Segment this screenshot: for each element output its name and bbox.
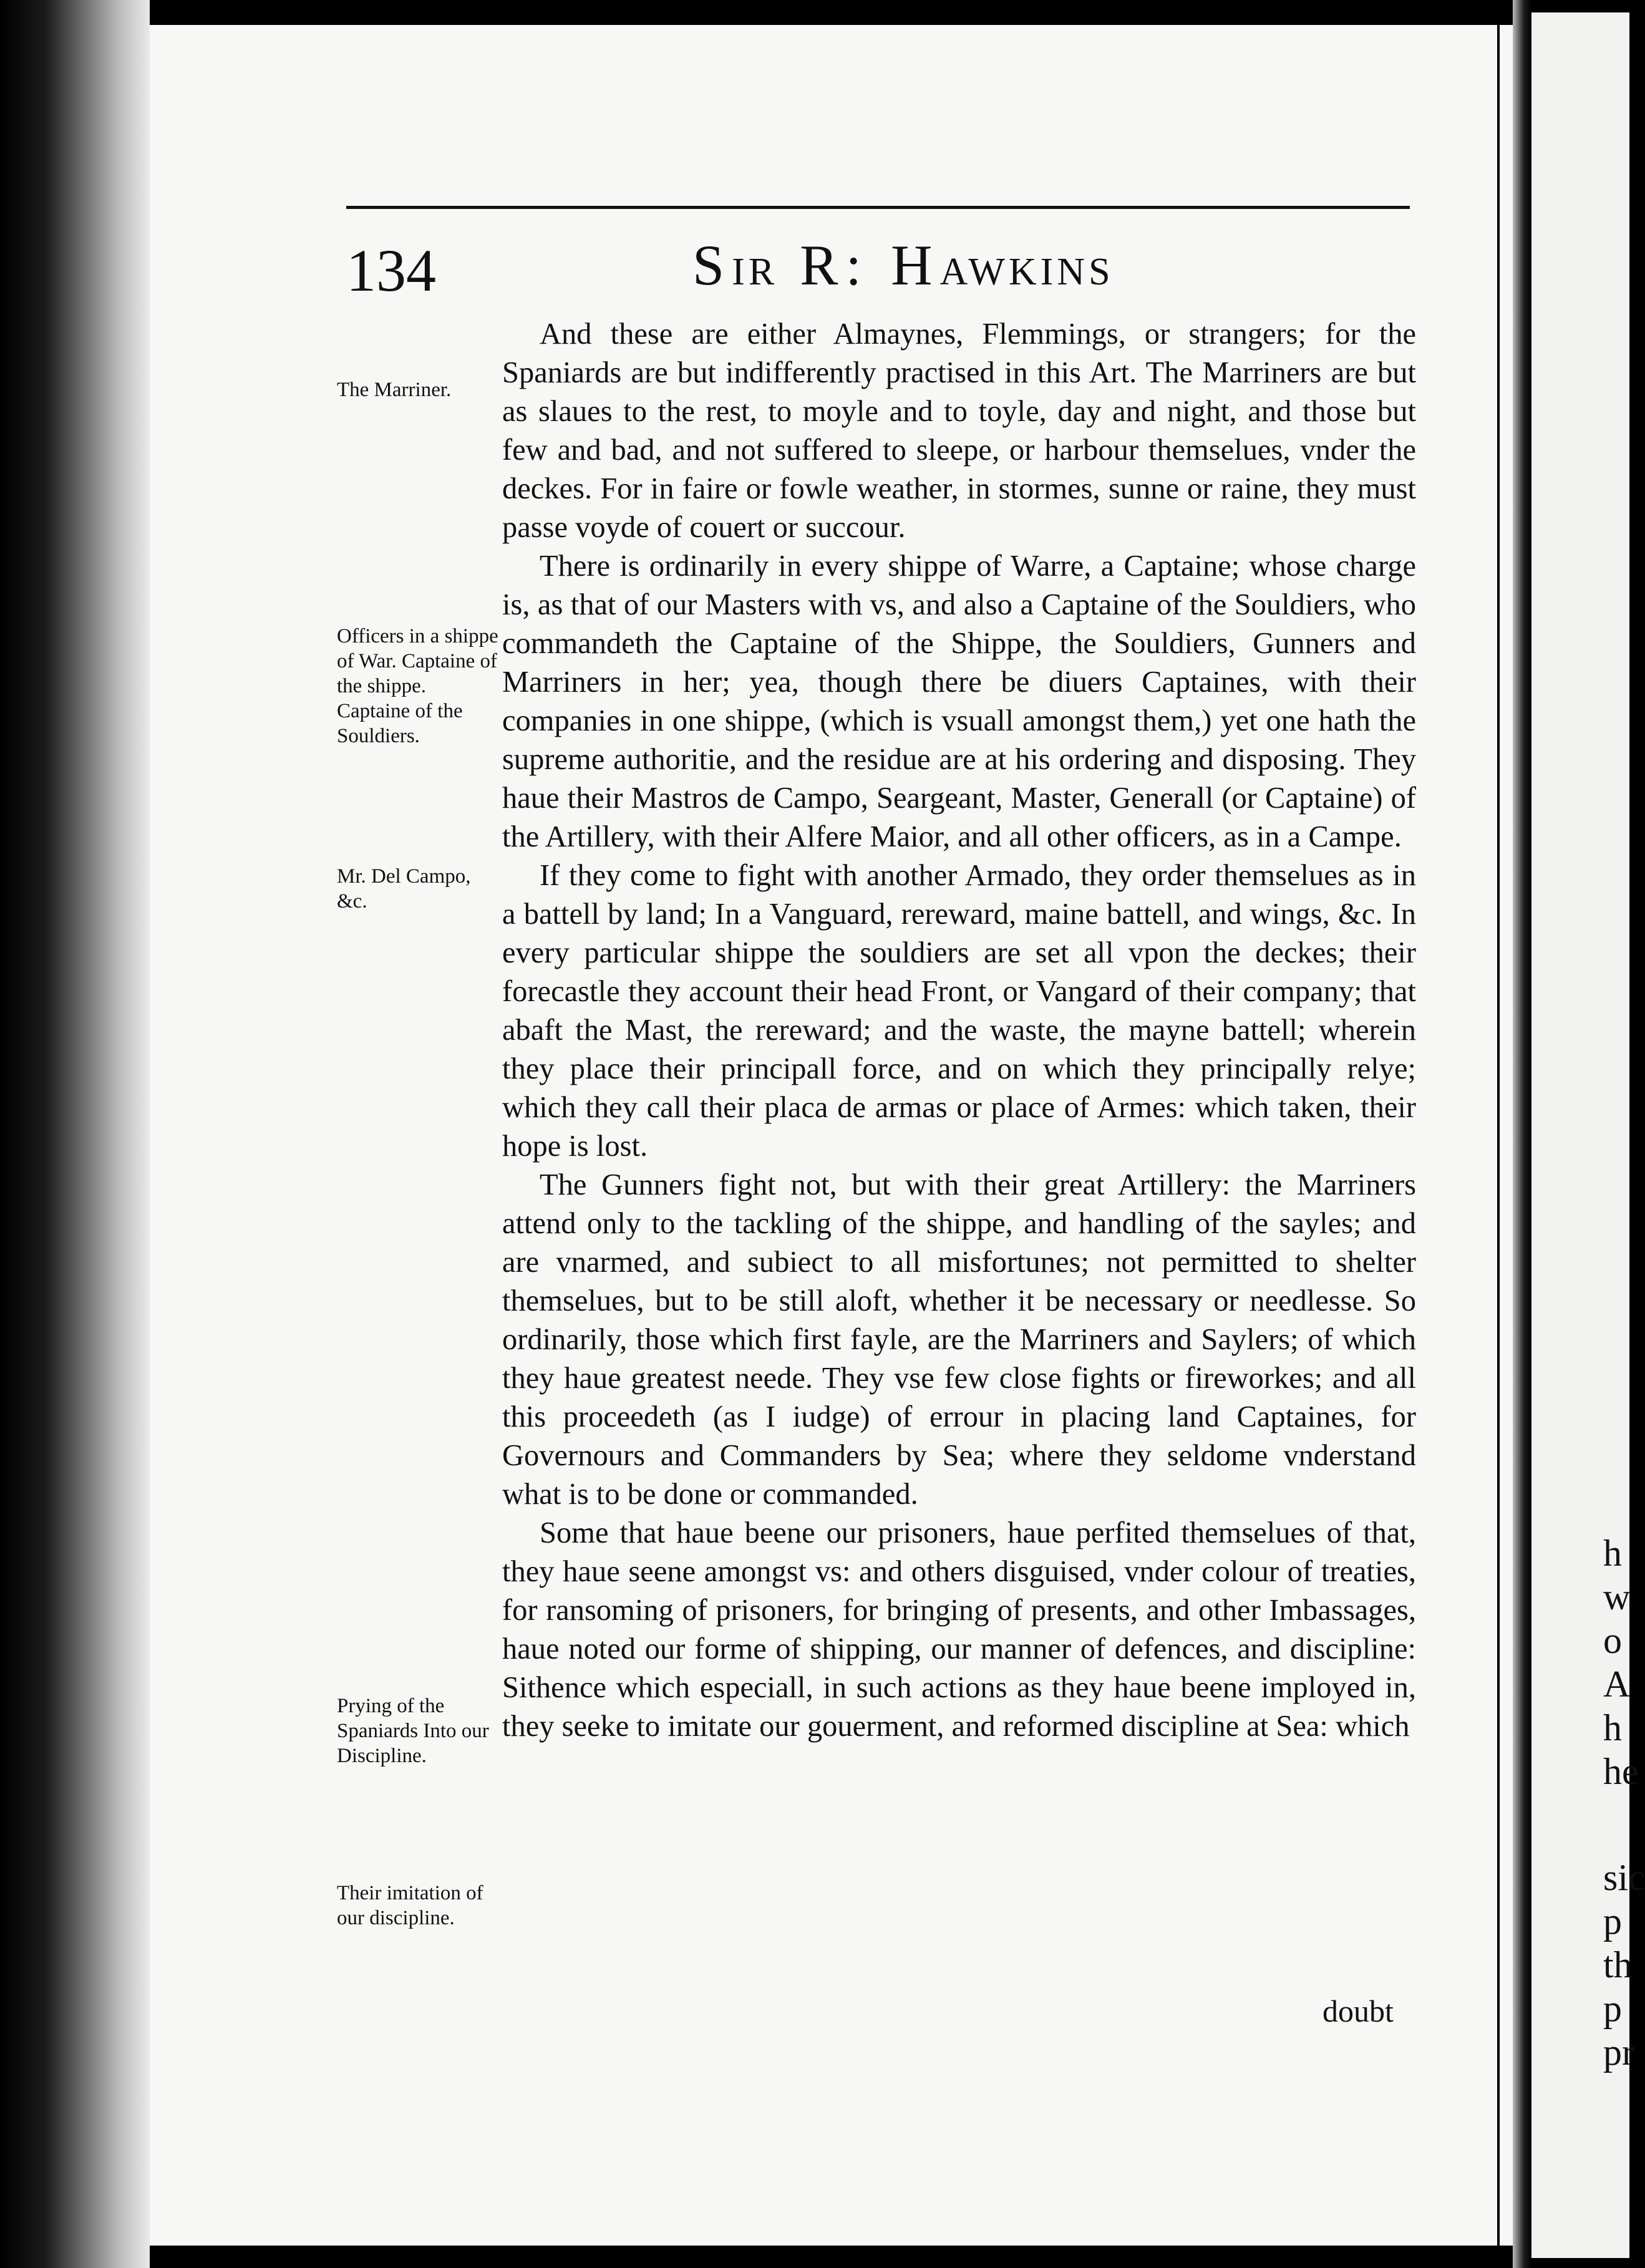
margin-note: Their imitation of our discipline. [337,1882,483,1929]
margin-note: Mr. Del Campo, &c. [337,865,471,913]
facing-page-fragment: th [1603,1944,1633,1985]
running-title-small-caps: AWKINS [939,251,1114,293]
facing-page-fragment: he [1603,1751,1639,1792]
margin-note: Officers in a shippe of War. Captaine of the shippe. Captaine of the Souldiers. [337,625,498,747]
facing-page-fragment: o [1603,1620,1622,1661]
facing-page-fragment: sic [1603,1857,1645,1898]
catchword: doubt [1322,1994,1394,2028]
running-title-small-caps: IR [732,251,779,293]
paragraph: Some that haue beene our prisoners, haue perfited themselues of that, they haue seene amongst vs: and others disguised, vnder colour of treaties, for ransoming of prisoners, for bringing of presents, and other Imbassages, haue noted our forme of shipping, our manner of defences, and discipline: Sithence which especiall, in such actions as they haue beene imployed in, they seeke to imitate our gouerment, and reformed discipline at Sea: which [502,1516,1416,1743]
paragraph: There is ordinarily in every shippe of Warre, a Captaine; whose charge is, as that of our Masters with vs, and also a Captaine of the Souldiers, who commandeth the Captaine of the Shippe, the Souldiers, Gunners and Marriners in her; yea, though there be diuers Captaines, with their companies in one shippe, (which is vsuall amongst them,) yet one hath the supreme authoritie, and the residue are at his ordering and disposing. They haue their Mastros de Campo, Seargeant, Master, Generall (or Captaine) of the Artillery, with their Alfere Maior, and all other officers, as in a Campe. [502,550,1416,853]
facing-page-fragment: p [1603,1901,1622,1942]
body-text [502,315,1416,1746]
book-edge-shadow [0,0,150,2268]
paragraph: The Gunners fight not, but with their great Artillery: the Marriners attend only to the tackling of the shippe, and handling of the sayles; and are vnarmed, and subiect to all misfortunes; not permitted to shelter themselues, but to be still aloft, whether it be necessary or needlesse. So ordinarily, those which first fayle, are the Marriners and Saylers; of which they haue greatest neede. They vse few close fights or fireworkes; and all this proceedeth (as I iudge) of errour in placing land Captaines, for Governours and Commanders by Sea; where they seldome vnderstand what is to be done or commanded. [502,1168,1416,1511]
running-title-main: R: H [778,233,940,297]
facing-page-fragment: w [1603,1576,1631,1617]
facing-page [1531,12,1645,2258]
facing-page-fragment: p [1603,1988,1622,2029]
page-border [1497,0,1500,2268]
page-number: 134 [346,237,436,304]
facing-page-fragment: h [1603,1707,1622,1748]
header-rule [346,206,1410,209]
book-gutter [1513,0,1531,2268]
margin-note: The Marriner. [337,379,452,401]
facing-page-fragment: A [1603,1664,1631,1705]
running-title [692,232,1114,298]
facing-page-fragment: pr [1603,2032,1634,2073]
margin-note: Prying of the Spaniards Into our Discipline. [337,1695,489,1767]
paragraph: If they come to fight with another Armado, they order themselues as in a battell by land; In a Vanguard, rereward, maine battell, and wings, &c. In every particular shippe the souldiers are set all vpon the deckes; their forecastle they account their head Front, or Vangard of their company; that abaft the Mast, the rereward; and the waste, the mayne battell; wherein they place their principall force, and on which they principally relye; which they call their placa de armas or place of Armes: which taken, their hope is lost. [502,859,1416,1163]
running-title-initial: S [692,233,732,297]
facing-page-fragment: h [1603,1533,1622,1574]
paragraph: And these are either Almaynes, Flemmings, or strangers; for the Spaniards are but indifferently practised in this Art. The Marriners are but as slaues to the rest, to moyle and to toyle, day and night, and those but few and bad, and not suffered to sleepe, or harbour themselues, vnder the deckes. For in faire or fowle weather, in stormes, sunne or raine, they must passe voyde of couert or succour. [502,317,1416,544]
